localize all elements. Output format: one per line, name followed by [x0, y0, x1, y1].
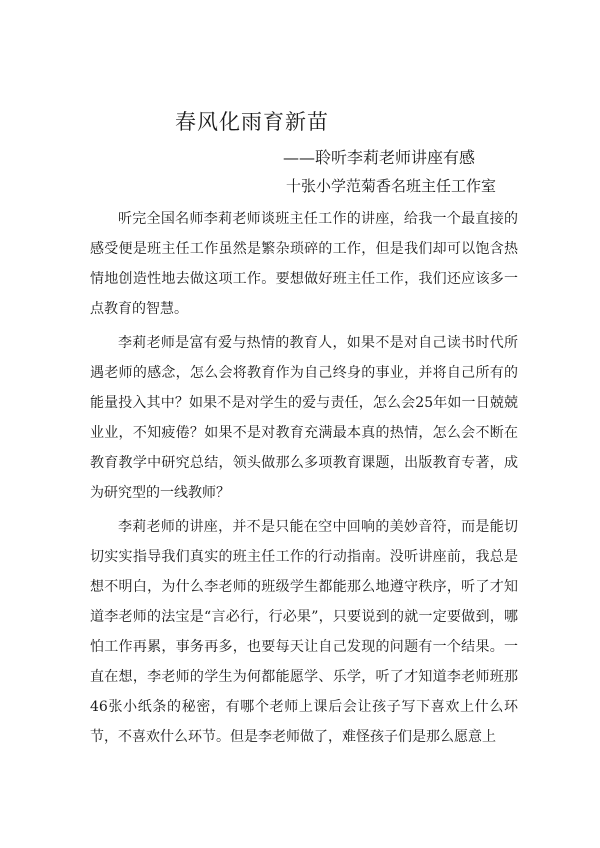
paragraph-1: 听完全国名师李莉老师谈班主任工作的讲座，给我一个最直接的感受便是班主任工作虽然是繁杂琐碎的工作，但是我们却可以饱含热情地创造性地去做这项工作。要想做好班主任工作，我们还应该多一点教育的智慧。	[90, 211, 518, 317]
document-title: 春风化雨育新苗	[175, 110, 329, 134]
paragraph-2: 李莉老师是富有爱与热情的教育人，如果不是对自己读书时代所遇老师的感念，怎么会将教育作为自己终身的事业，并将自己所有的能量投入其中？如果不是对学生的爱与责任，怎么会25年如一日兢兢业业，不知疲倦？如果不是对教育充满最本真的热情，怎么会不断在教育教学中研究总结，领头做那么多项教育课题，出版教育专著，成为研究型的一线教师？	[90, 335, 518, 501]
paragraph-3: 李莉老师的讲座，并不是只能在空中回响的美妙音符，而是能切切实实指导我们真实的班主任工作的行动指南。没听讲座前，我总是想不明白，为什么李老师的班级学生都能那么地遵守秩序，听了才知道李老师的法宝是“言必行，行必果”，只要说到的就一定要做到，哪怕工作再累，事务再多，也要每天让自己发现的问题有一个结果。一直在想，李老师的学生为何都能愿学、乐学，听了才知道李老师班那46张小纸条的秘密，有哪个老师上课后会让孩子写下喜欢上什么环节，不喜欢什么环节。但是李老师做了，难怪孩子们是那么愿意上	[90, 519, 518, 745]
document-subtitle: ——聆听李莉老师讲座有感	[283, 148, 476, 167]
document-author: 十张小学范菊香名班主任工作室	[286, 177, 497, 195]
document-body	[90, 204, 518, 756]
